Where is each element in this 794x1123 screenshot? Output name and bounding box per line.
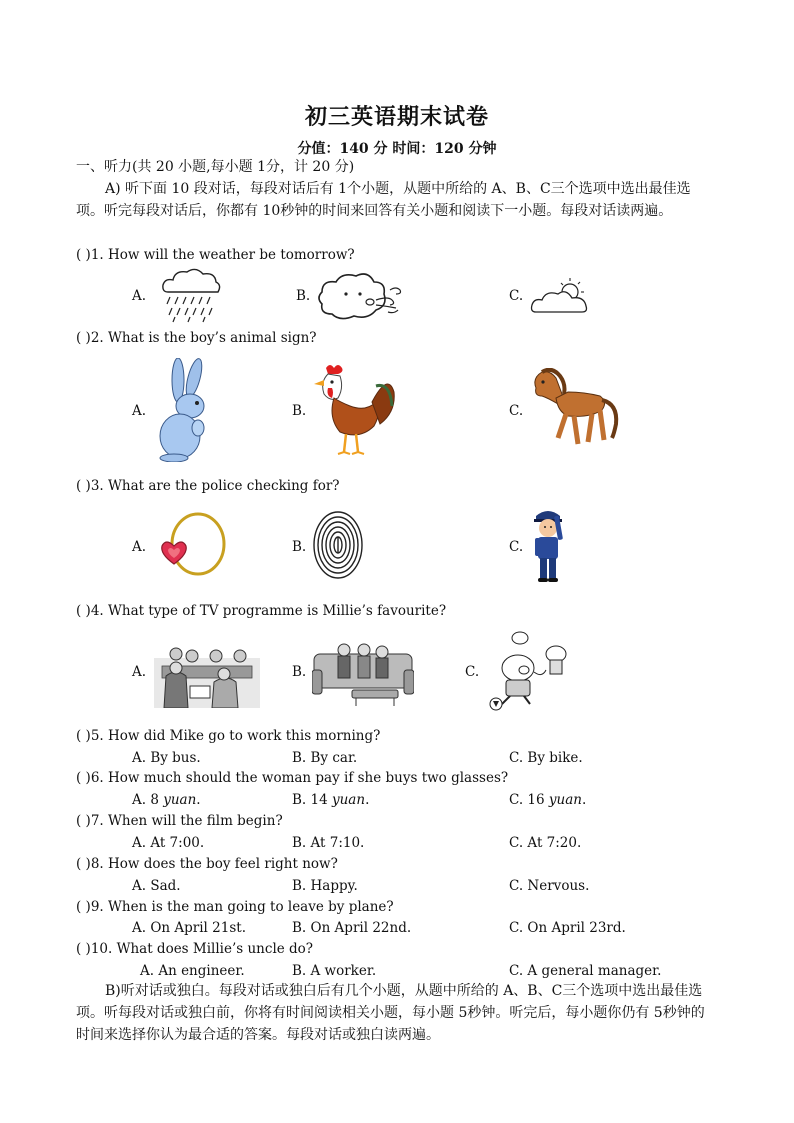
rabbit-icon xyxy=(150,358,216,462)
q1-option-a-label: A. xyxy=(132,288,147,304)
q6-option-a: A. 8 yuan. xyxy=(132,792,201,808)
q5-option-c: C. By bike. xyxy=(509,750,583,766)
score-info: 分值：140 分 时间：120 分钟 xyxy=(297,141,497,157)
q8-option-c: C. Nervous. xyxy=(509,878,590,894)
q10-option-c: C. A general manager. xyxy=(509,963,662,979)
q3-option-a-label: A. xyxy=(132,539,147,555)
q10-option-a: A. An engineer. xyxy=(140,963,245,979)
q9-option-a: A. On April 21st. xyxy=(132,920,246,936)
q6-option-b: B. 14 yuan. xyxy=(292,792,370,808)
sun-cloud-icon xyxy=(530,276,590,316)
q1-option-b-label: B. xyxy=(296,288,311,304)
q5-option-a: A. By bus. xyxy=(132,750,201,766)
q4-option-a-label: A. xyxy=(132,664,147,680)
q7-option-b: B. At 7:10. xyxy=(292,835,365,851)
q7-option-c: C. At 7:20. xyxy=(509,835,582,851)
question-7-stem: ( )7. When will the film begin? xyxy=(76,813,283,829)
q9-option-b: B. On April 22nd. xyxy=(292,920,412,936)
part-a-instructions: A) 听下面 10 段对话，每段对话后有 1个小题，从题中所给的 A、B、C三个选项中选出最佳选项。听完每段对话后，你都有 10秒钟的时间来回答有关小题和阅读下一小题。每段对话读两遍。 xyxy=(76,181,691,219)
fingerprint-icon xyxy=(312,510,364,580)
q4-option-c-label: C. xyxy=(465,664,480,680)
question-1-stem: ( )1. How will the weather be tomorrow? xyxy=(76,247,355,263)
windy-cloud-icon xyxy=(316,272,402,322)
section-heading: 一、听力(共 20 小题,每小题 1分，计 20 分) xyxy=(76,159,355,175)
question-10-stem: ( )10. What does Millie’s uncle do? xyxy=(76,941,314,957)
rain-cloud-icon xyxy=(160,266,222,324)
question-3-stem: ( )3. What are the police checking for? xyxy=(76,478,340,494)
q3-option-c-label: C. xyxy=(509,539,524,555)
question-8-stem: ( )8. How does the boy feel right now? xyxy=(76,856,338,872)
q1-option-c-label: C. xyxy=(509,288,524,304)
question-5-stem: ( )5. How did Mike go to work this morning? xyxy=(76,728,381,744)
q3-option-b-label: B. xyxy=(292,539,307,555)
talk-show-icon xyxy=(312,636,414,708)
policeman-icon xyxy=(530,506,566,584)
q5-option-b: B. By car. xyxy=(292,750,358,766)
news-desk-icon xyxy=(154,640,260,708)
q4-option-b-label: B. xyxy=(292,664,307,680)
necklace-icon xyxy=(152,512,230,580)
q8-option-a: A. Sad. xyxy=(132,878,181,894)
cartoon-pigs-icon xyxy=(484,630,580,712)
q2-option-a-label: A. xyxy=(132,403,147,419)
q8-option-b: B. Happy. xyxy=(292,878,358,894)
question-2-stem: ( )2. What is the boy’s animal sign? xyxy=(76,330,317,346)
q2-option-c-label: C. xyxy=(509,403,524,419)
q10-option-b: B. A worker. xyxy=(292,963,377,979)
page-title: 初三英语期末试卷 xyxy=(304,104,489,130)
q7-option-a: A. At 7:00. xyxy=(132,835,205,851)
part-b-instructions: B)听对话或独白。每段对话或独白后有几个小题，从题中所给的 A、B、C三个选项中选出最佳选项。听每段对话或独白前，你将有时间阅读相关小题，每小题 5秒钟。听完后，每小题你仍有 5秒钟的时间来选择你认为最合适的答案。每段对话或独白读两遍。 xyxy=(76,983,705,1043)
horse-icon xyxy=(528,368,622,452)
question-4-stem: ( )4. What type of TV programme is Millie’s favourite? xyxy=(76,603,447,619)
q2-option-b-label: B. xyxy=(292,403,307,419)
question-6-stem: ( )6. How much should the woman pay if she buys two glasses? xyxy=(76,770,509,786)
q6-option-c: C. 16 yuan. xyxy=(509,792,587,808)
question-9-stem: ( )9. When is the man going to leave by plane? xyxy=(76,899,394,915)
rooster-icon xyxy=(310,362,396,460)
q9-option-c: C. On April 23rd. xyxy=(509,920,626,936)
